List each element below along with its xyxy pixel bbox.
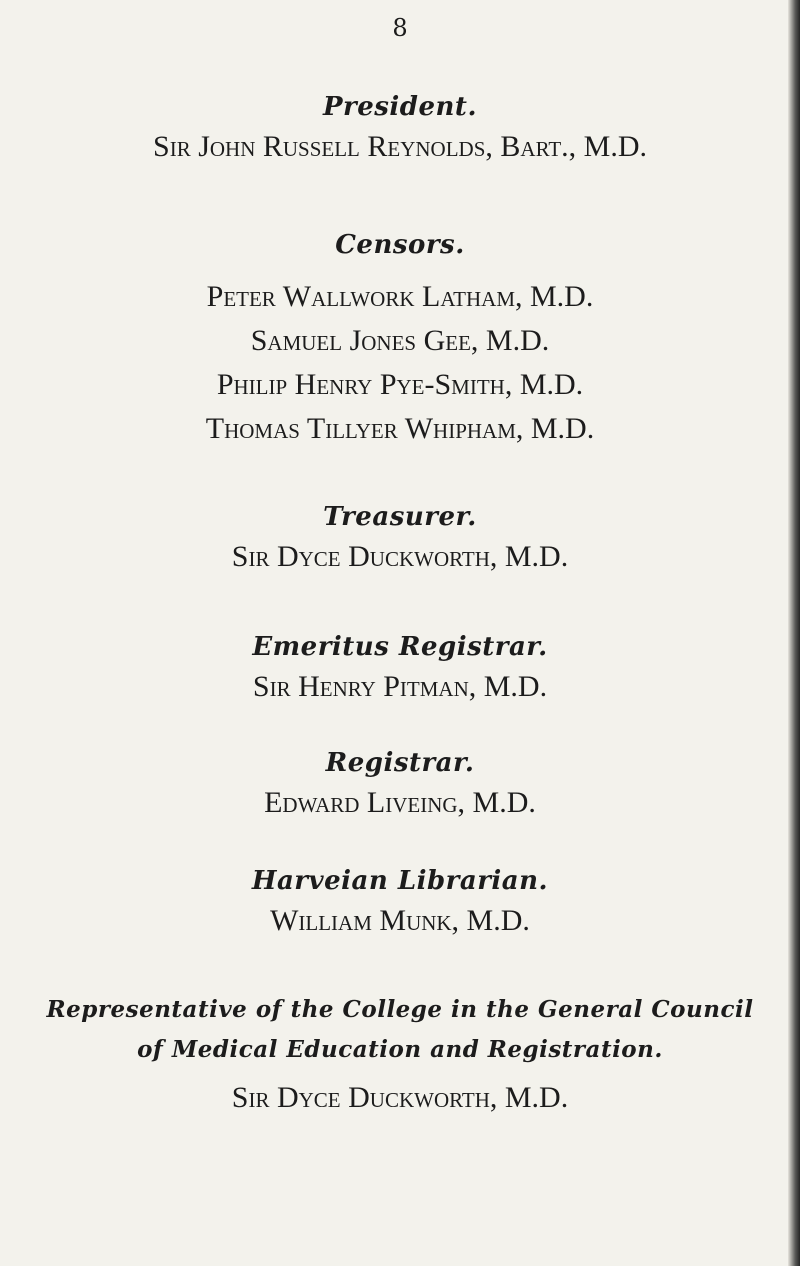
emeritus-registrar-heading: Emeritus Registrar. [252, 632, 548, 662]
representative-heading-line: Representative of the College in the General Council [46, 996, 754, 1023]
representative-heading [0, 990, 800, 1070]
president-heading: President. [323, 92, 477, 122]
president-section [0, 92, 800, 165]
representative-section [0, 990, 800, 1116]
treasurer-section [0, 502, 800, 575]
emeritus-registrar-name: Sir Henry Pitman, M.D. [252, 670, 548, 704]
harveian-librarian-heading: Harveian Librarian. [251, 866, 549, 896]
harveian-librarian-name: William Munk, M.D. [270, 904, 530, 938]
representative-heading-line: of Medical Education and Registration. [137, 1036, 663, 1063]
registrar-heading: Registrar. [325, 748, 475, 778]
censors-heading: Censors. [335, 230, 465, 260]
treasurer-heading: Treasurer. [323, 502, 477, 532]
emeritus-registrar-section [0, 632, 800, 705]
censor-name: Philip Henry Pye-Smith, M.D. [216, 368, 584, 402]
page-edge-shadow [788, 0, 800, 1266]
registrar-name: Edward Liveing, M.D. [264, 786, 536, 820]
registrar-section [0, 748, 800, 821]
censors-list [0, 275, 800, 451]
treasurer-name: Sir Dyce Duckworth, M.D. [231, 540, 569, 574]
censors-section [0, 230, 800, 451]
censor-name: Thomas Tillyer Whipham, M.D. [205, 412, 595, 446]
censor-name: Samuel Jones Gee, M.D. [250, 324, 550, 358]
president-name: Sir John Russell Reynolds, Bart., M.D. [153, 130, 647, 164]
page-number: 8 [392, 14, 408, 42]
representative-name: Sir Dyce Duckworth, M.D. [231, 1081, 569, 1114]
censor-name: Peter Wallwork Latham, M.D. [206, 280, 594, 314]
harveian-librarian-section [0, 866, 800, 939]
